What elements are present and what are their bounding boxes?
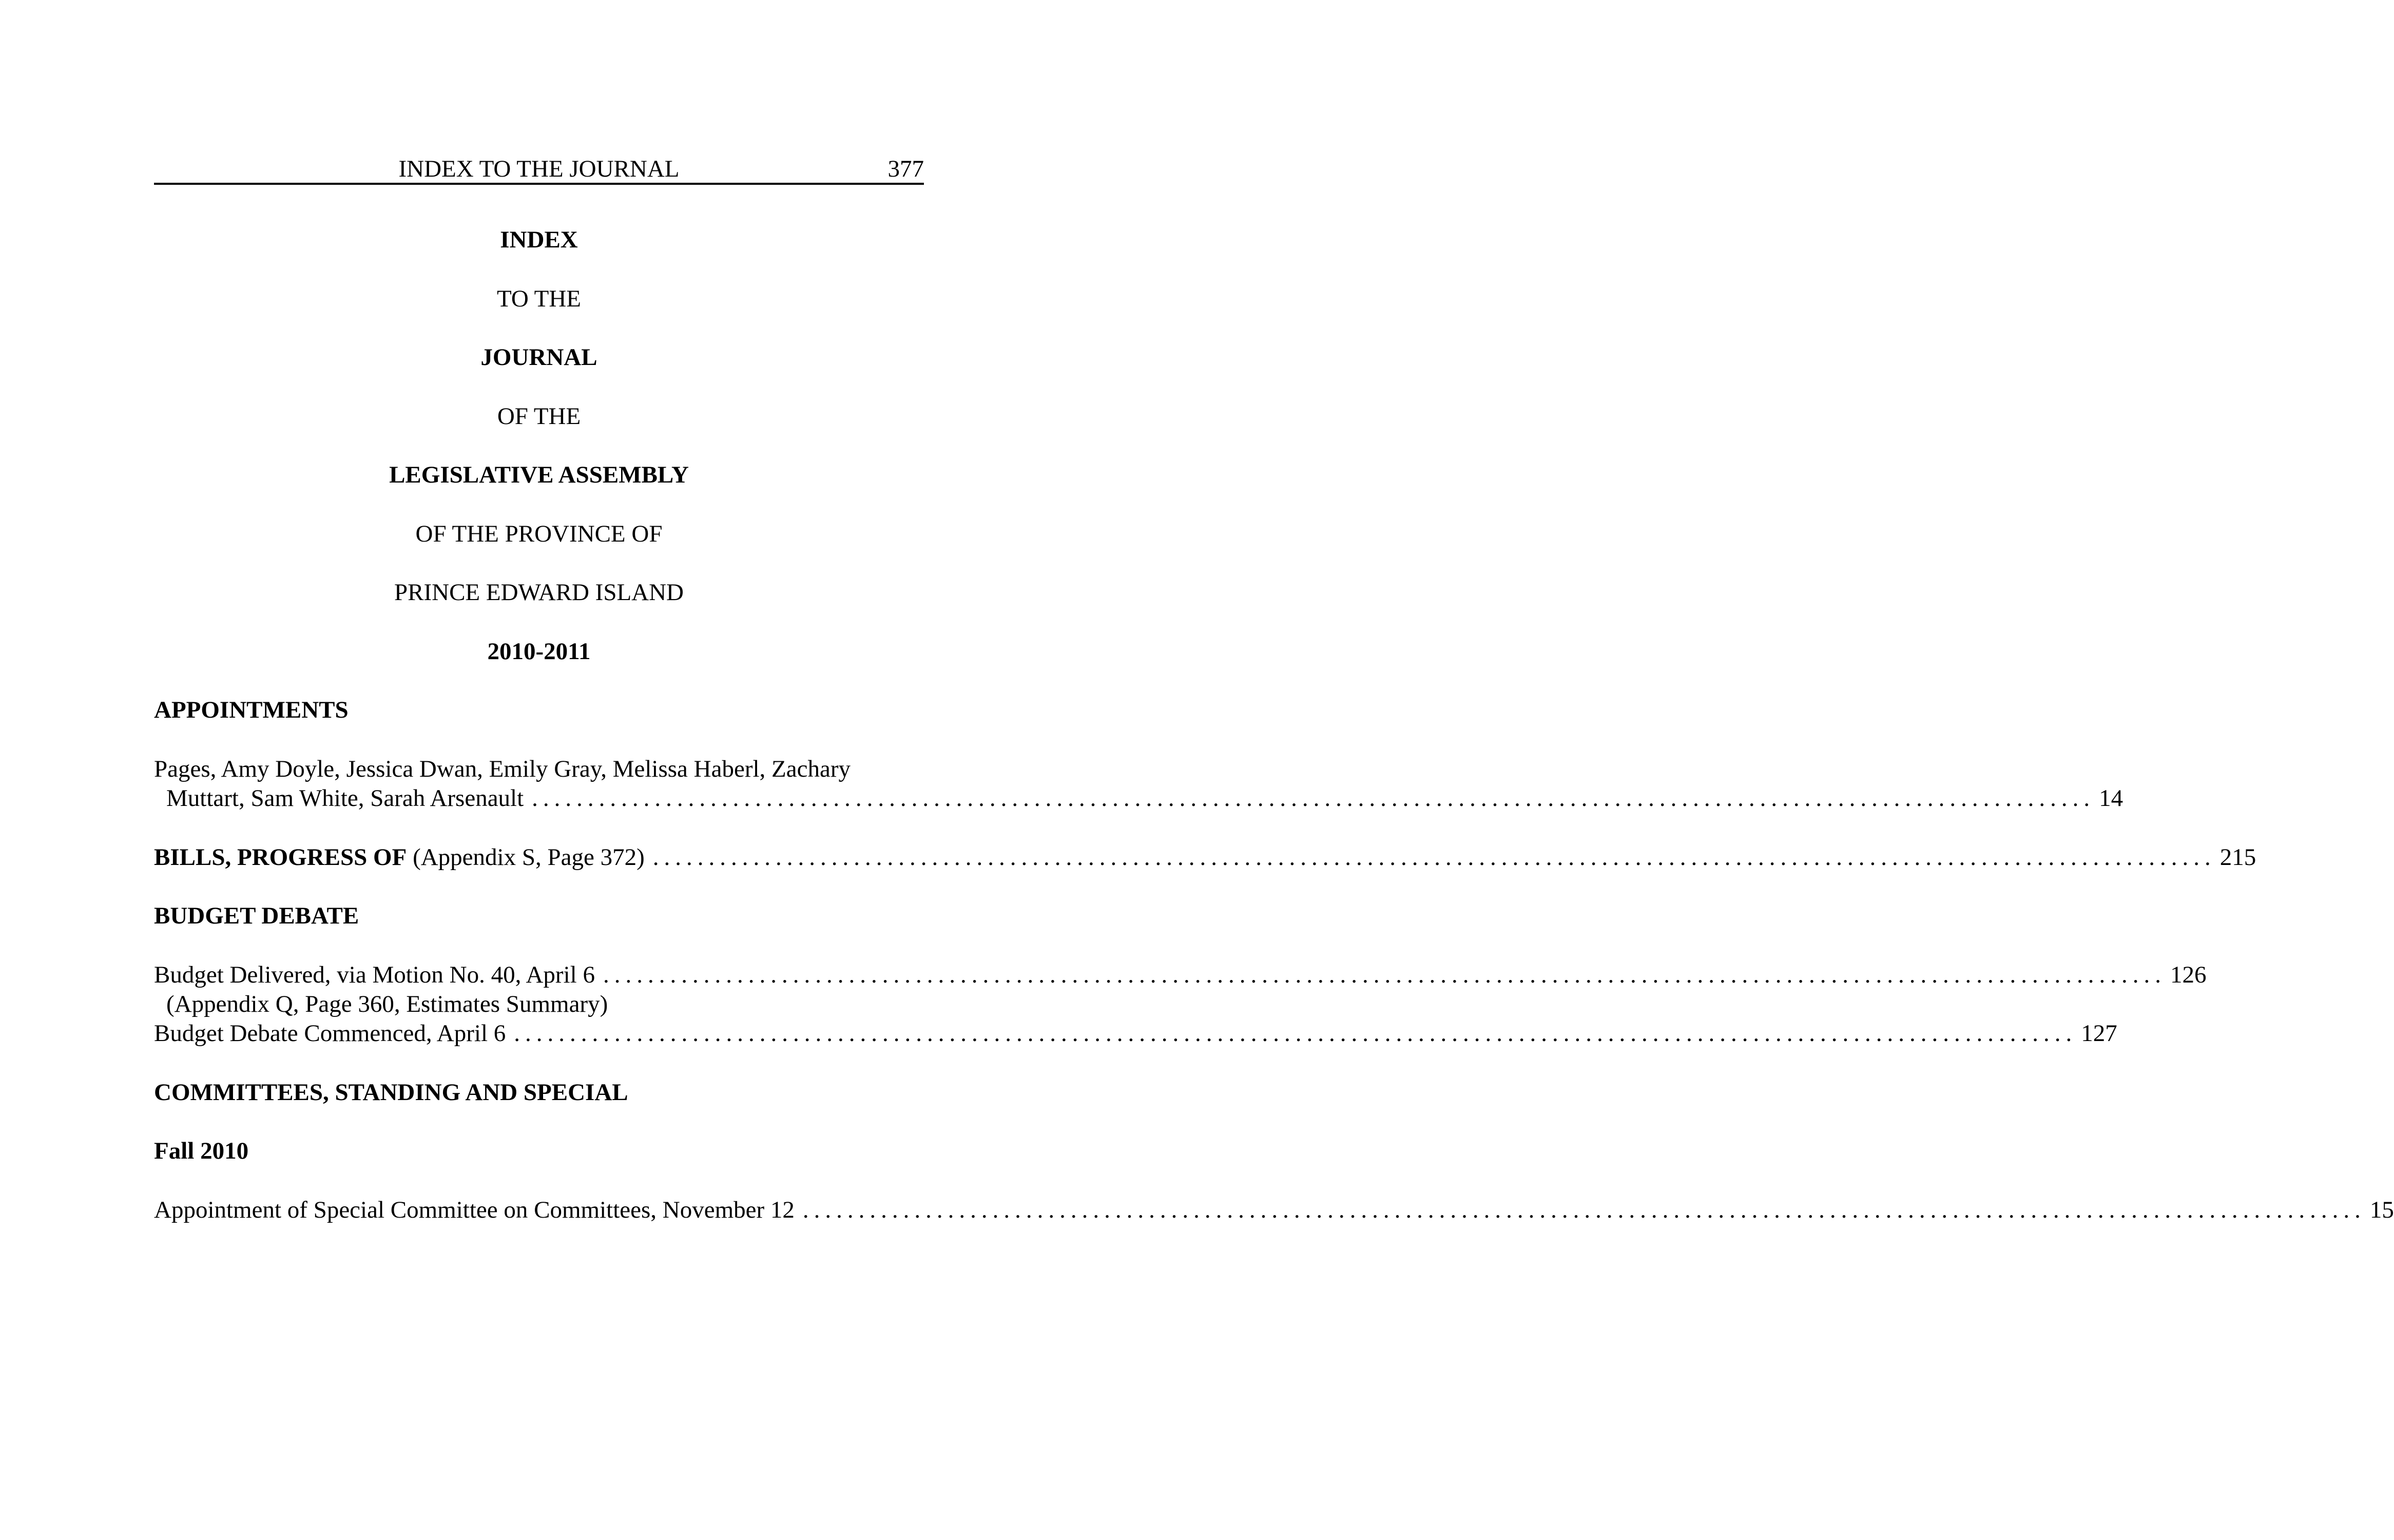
bills-progress-heading: BILLS, PROGRESS OF xyxy=(154,844,407,871)
page-number: 377 xyxy=(887,156,924,182)
section-heading-budget-debate: BUDGET DEBATE xyxy=(154,902,359,929)
running-head xyxy=(154,153,924,185)
title-prince-edward-island: PRINCE EDWARD ISLAND xyxy=(394,579,684,606)
bills-progress-page: 215 xyxy=(2219,844,2256,871)
budget-entry-row xyxy=(154,959,2207,991)
title-of-the: OF THE xyxy=(497,403,581,430)
title-index: INDEX xyxy=(500,226,578,253)
header-rule xyxy=(154,183,924,185)
section-heading-appointments: APPOINTMENTS xyxy=(154,697,349,723)
budget-entry-row xyxy=(154,1017,2117,1049)
bills-progress-label xyxy=(154,841,645,873)
committees-entry-row xyxy=(154,1194,2394,1226)
bills-progress-appendix: (Appendix S, Page 372) xyxy=(407,844,645,871)
budget-entry-text: Budget Debate Commenced, April 6 xyxy=(154,1020,506,1047)
dot-leader: ............................................................................................................................................ xyxy=(652,844,2216,871)
dot-leader: ............................................................................................................................................ xyxy=(514,1020,2077,1047)
budget-entry-page: 127 xyxy=(2081,1020,2117,1047)
budget-entry-note: (Appendix Q, Page 360, Estimates Summary) xyxy=(166,991,608,1017)
appointments-entry-line2: Muttart, Sam White, Sarah Arsenault xyxy=(166,785,524,812)
dot-leader: ............................................................................................................................................ xyxy=(603,961,2166,988)
budget-entry-page: 126 xyxy=(2170,961,2207,988)
appointments-entry-row xyxy=(166,782,2123,814)
title-legislative-assembly: LEGISLATIVE ASSEMBLY xyxy=(389,461,689,488)
budget-entry-text: Budget Delivered, via Motion No. 40, April 6 xyxy=(154,961,595,988)
committees-entry-page: 15 xyxy=(2369,1197,2394,1223)
dot-leader: ............................................................................................................................................ xyxy=(532,785,2095,812)
subheading-fall-2010: Fall 2010 xyxy=(154,1138,249,1164)
title-journal: JOURNAL xyxy=(480,344,597,371)
title-year-range: 2010-2011 xyxy=(487,638,591,665)
section-heading-committees: COMMITTEES, STANDING AND SPECIAL xyxy=(154,1079,628,1106)
appointments-entry-page: 14 xyxy=(2099,785,2123,812)
title-to-the: TO THE xyxy=(496,285,582,312)
title-of-the-province-of: OF THE PROVINCE OF xyxy=(415,521,663,547)
committees-entry-text: Appointment of Special Committee on Committees, November 12 xyxy=(154,1197,795,1223)
running-head-title: INDEX TO THE JOURNAL xyxy=(398,156,680,182)
dot-leader: ............................................................................................................................................ xyxy=(802,1197,2366,1223)
appointments-entry-line1: Pages, Amy Doyle, Jessica Dwan, Emily Gray, Melissa Haberl, Zachary xyxy=(154,756,851,782)
bills-progress-row xyxy=(154,841,2256,873)
